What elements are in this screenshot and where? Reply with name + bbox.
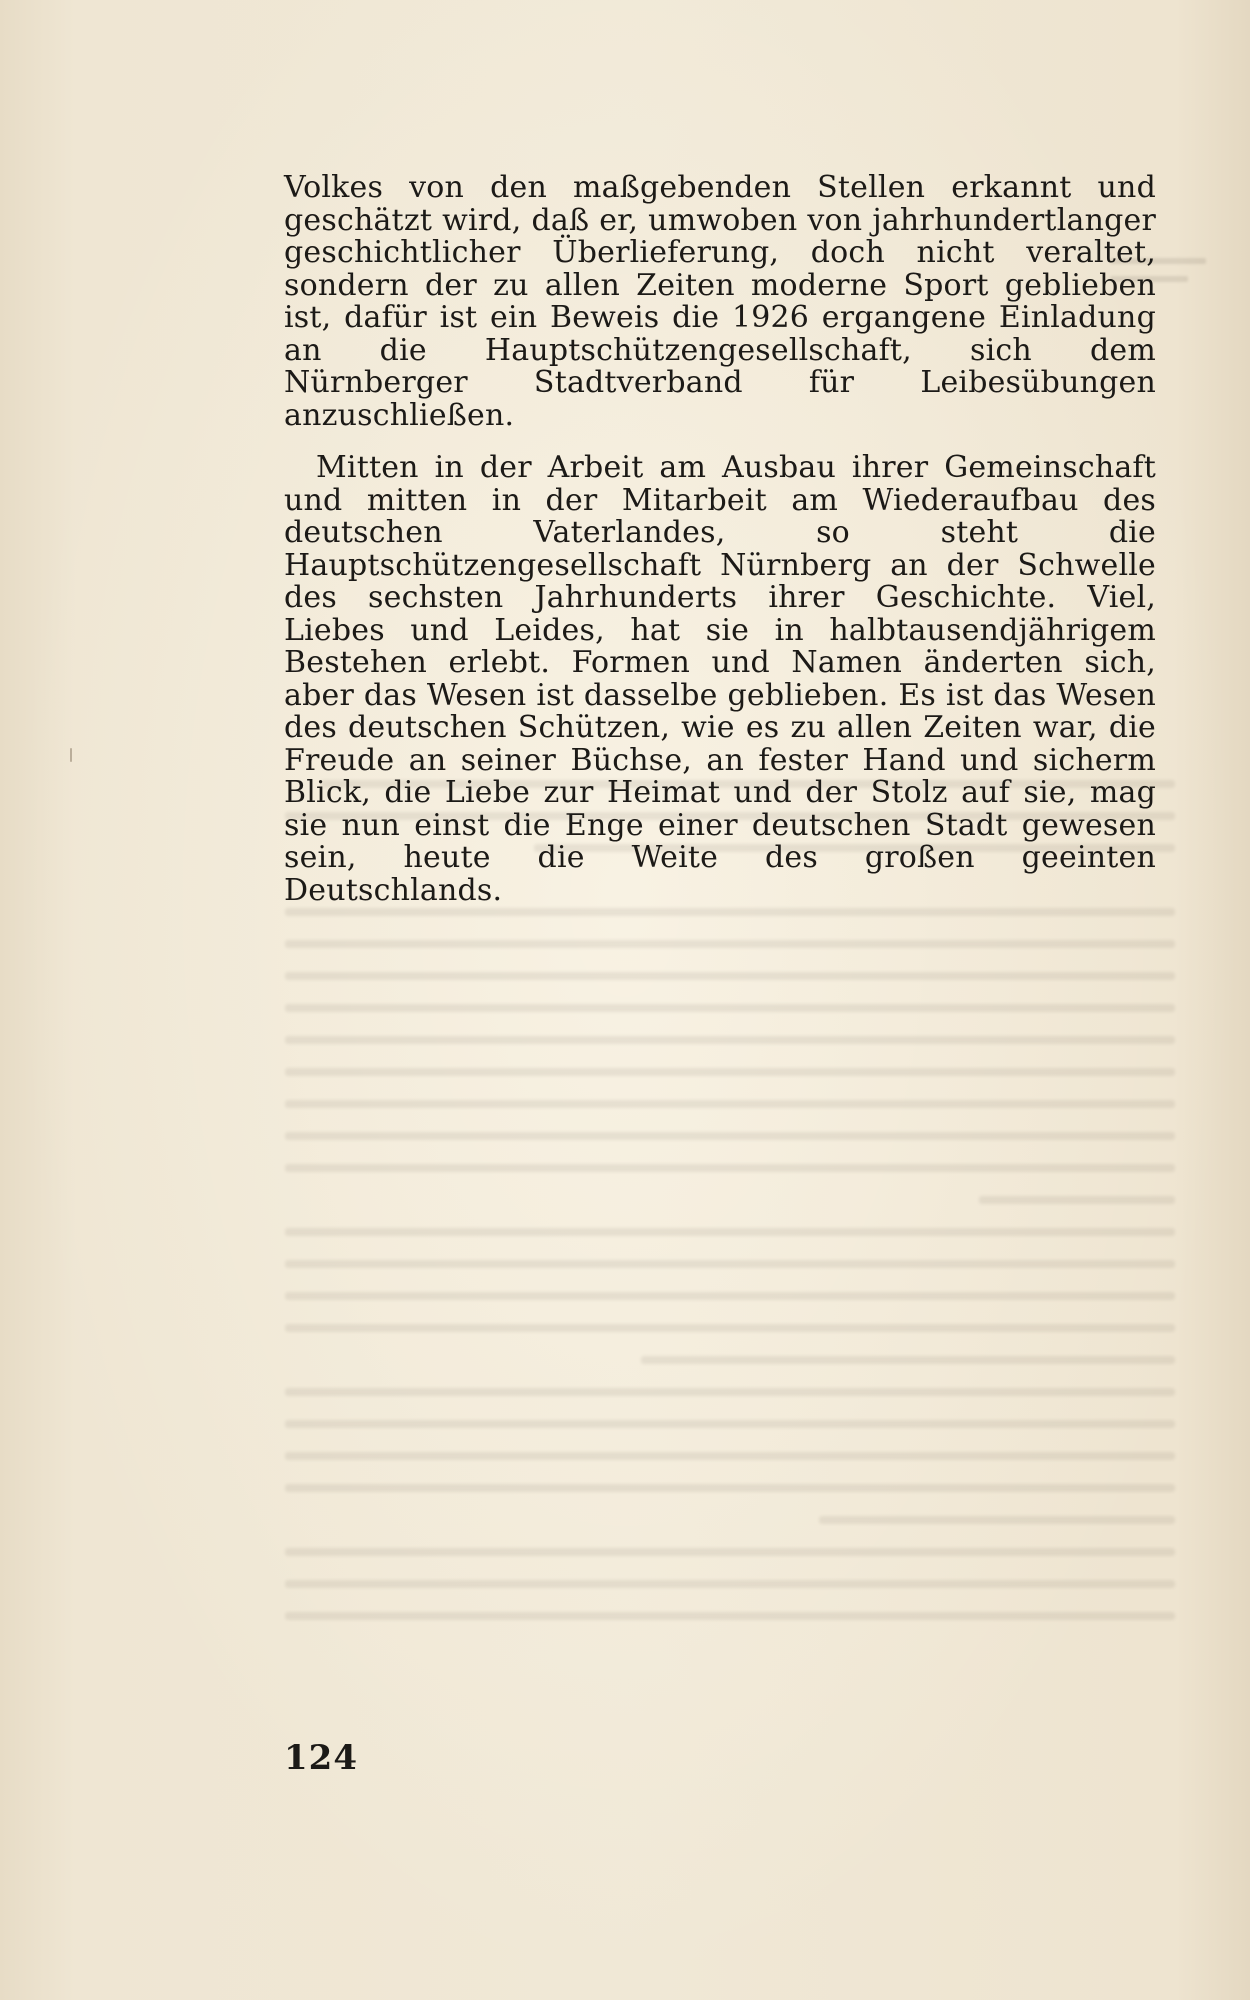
paragraph-1: Volkes von den maßgebenden Stellen erkannt und geschätzt wird, daß er, umwoben von jahrhundertlanger geschichtlicher Überlieferung, doch nicht veraltet, sondern der zu allen Zeiten moderne Sport geblieben ist, dafür ist ein Beweis die 1926 ergangene Einladung an die Hauptschützengesellschaft, sich dem Nürnberger Stadtverband für Leibesübungen anzuschließen.	[284, 170, 1156, 433]
show-through-text	[285, 780, 1175, 1720]
page-number: 124	[284, 1738, 358, 1778]
paper-speck	[70, 748, 72, 762]
paragraph-2: Mitten in der Arbeit am Ausbau ihrer Gemeinschaft und mitten in der Mitarbeit am Wiederaufbau des deutschen Vaterlandes, so steht die Hauptschützengesellschaft Nürnberg an der Schwelle des sechsten Jahrhunderts ihrer Geschichte. Viel, Liebes und Leides, hat sie in halbtausendjährigem Bestehen erlebt. Formen und Namen änderten sich, aber das Wesen ist dasselbe geblieben. Es ist das Wesen des deutschen Schützen, wie es zu allen Zeiten war, die Freude an seiner Büchse, an fester Hand und sicherm Blick, die Liebe zur Heimat und der Stolz auf sie, mag sie nun einst die Enge einer deutschen Stadt gewesen sein, heute die Weite des großen geeinten Deutschlands.	[284, 450, 1156, 908]
body-text	[284, 172, 1156, 907]
